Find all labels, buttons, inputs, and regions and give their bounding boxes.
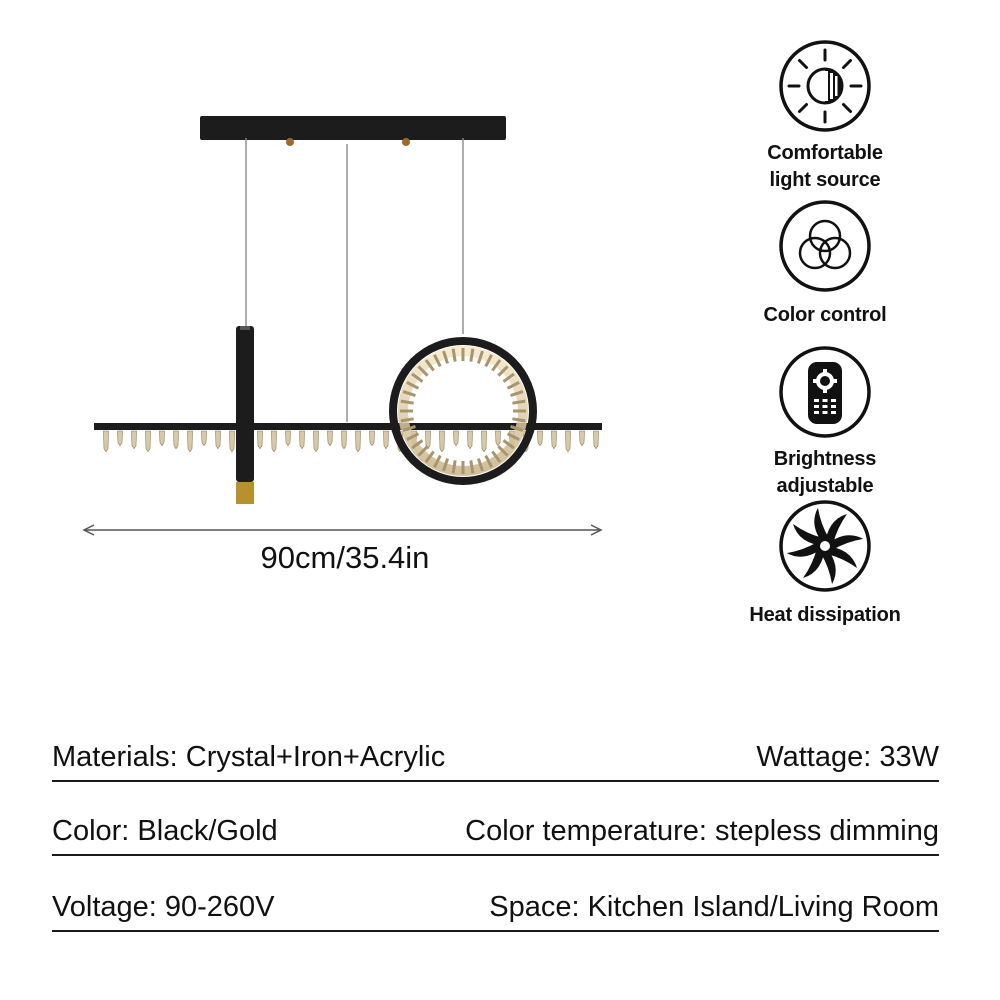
crystal-pendant xyxy=(342,431,347,449)
feature-comfortable-light xyxy=(740,38,910,194)
crystal-pendant xyxy=(118,431,123,446)
spec-space: Space: Kitchen Island/Living Room xyxy=(489,891,939,923)
crystal-pendant xyxy=(356,431,361,452)
ring-crystal xyxy=(453,349,455,362)
chandelier-illustration xyxy=(70,100,630,530)
crystal-pendant xyxy=(482,431,487,452)
crystal-pendant xyxy=(538,431,543,446)
spec-row-color xyxy=(52,814,939,856)
dimension-label: 90cm/35.4in xyxy=(260,540,430,575)
feature-color-control xyxy=(740,198,910,329)
ring-crystal xyxy=(471,349,473,362)
feature-label: Color control xyxy=(763,304,887,326)
crystal-pendant xyxy=(230,431,235,452)
crystal-pendant xyxy=(146,431,151,452)
crystal-pendant xyxy=(552,431,557,449)
crystal-pendant xyxy=(132,431,137,449)
spec-wattage: Wattage: 33W xyxy=(756,741,939,773)
feature-label: light source xyxy=(769,169,881,191)
spec-row-materials xyxy=(52,740,939,782)
crystal-pendant xyxy=(566,431,571,452)
feature-brightness xyxy=(740,344,910,500)
spec-color-temperature: Color temperature: stepless dimming xyxy=(465,815,939,847)
crystal-pendant xyxy=(384,431,389,449)
ring-crystal xyxy=(401,401,414,403)
crystal-pendant xyxy=(314,431,319,452)
spec-color: Color: Black/Gold xyxy=(52,815,278,847)
sun-icon xyxy=(777,38,873,134)
crystal-pendant xyxy=(580,431,585,446)
crystal-pendant xyxy=(202,431,207,446)
gold-tip xyxy=(236,482,254,504)
spec-row-voltage xyxy=(52,890,939,932)
crystal-ring xyxy=(393,341,533,481)
ceiling-canopy xyxy=(200,116,506,140)
feature-label: Comfortable xyxy=(767,142,883,164)
spec-voltage: Voltage: 90-260V xyxy=(52,891,275,923)
crystal-pendant xyxy=(496,431,501,446)
color-circles-icon xyxy=(777,198,873,294)
dimension-arrow xyxy=(80,520,605,540)
feature-label: adjustable xyxy=(776,475,874,497)
crystal-pendant xyxy=(594,431,599,449)
crystal-pendant xyxy=(440,431,445,452)
crystal-pendant xyxy=(468,431,473,449)
vertical-cylinder xyxy=(236,326,254,482)
crystal-pendant xyxy=(286,431,291,446)
crystal-pendant xyxy=(300,431,305,449)
spec-materials: Materials: Crystal+Iron+Acrylic xyxy=(52,741,446,773)
crystal-pendant xyxy=(188,431,193,452)
fan-icon xyxy=(777,498,873,594)
ring-crystal xyxy=(512,401,525,403)
crystal-pendant xyxy=(258,431,263,449)
ring-crystals xyxy=(400,348,526,474)
crystal-pendant xyxy=(272,431,277,452)
ring-crystal xyxy=(512,419,525,421)
crystal-pendant xyxy=(160,431,165,446)
feature-heat-dissipation xyxy=(740,498,910,629)
crystal-pendant xyxy=(370,431,375,446)
ring-crystal xyxy=(471,460,473,473)
crystal-pendant xyxy=(216,431,221,449)
feature-label: Heat dissipation xyxy=(749,604,901,626)
ring-crystal xyxy=(401,419,414,421)
ring-crystal xyxy=(453,460,455,473)
crystal-pendant xyxy=(454,431,459,446)
remote-control-icon xyxy=(777,344,873,440)
feature-label: Brightness xyxy=(773,448,877,470)
crystal-pendant xyxy=(104,431,109,452)
crystal-pendant xyxy=(174,431,179,449)
crystal-pendant xyxy=(328,431,333,446)
